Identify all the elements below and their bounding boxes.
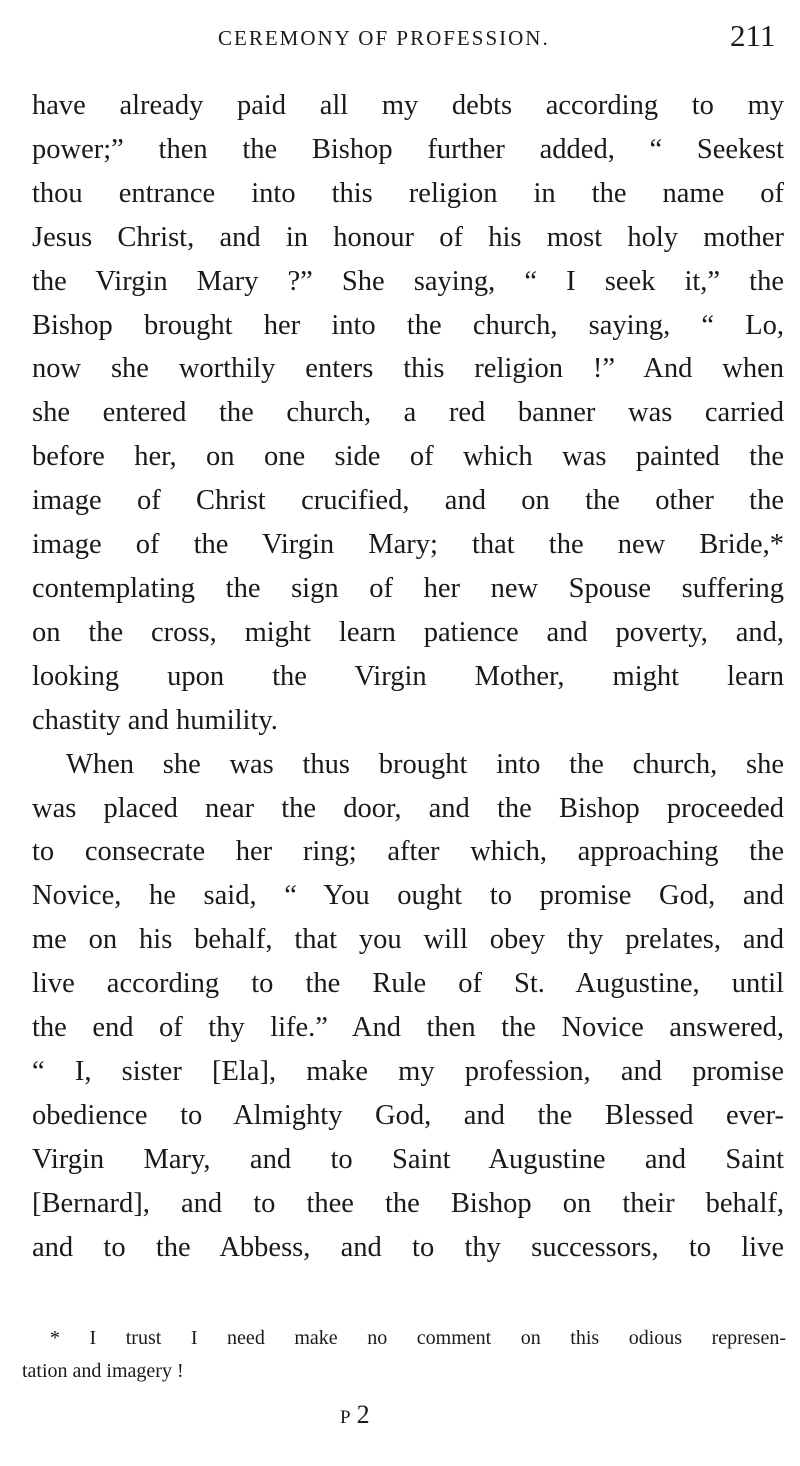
footnote-line: * I trust I need make no comment on this odious represen-	[50, 1327, 786, 1349]
text-line: image of Christ crucified, and on the other the	[32, 485, 784, 517]
text-line: power;” then the Bishop further added, “ Seekest	[32, 133, 784, 165]
text-line: now she worthily enters this religion !” And when	[32, 353, 784, 385]
footnote-line: tation and imagery !	[22, 1360, 184, 1382]
page-number: 211	[730, 18, 776, 53]
signature-number: 2	[356, 1400, 370, 1429]
text-line: looking upon the Virgin Mother, might learn	[32, 660, 784, 692]
paragraph-2	[32, 743, 784, 1270]
text-line: have already paid all my debts according to my	[32, 90, 784, 121]
text-line: “ I, sister [Ela], make my profession, and promise	[32, 1055, 784, 1087]
text-line: the end of thy life.” And then the Novice answered,	[32, 1012, 784, 1044]
text-line: chastity and humility.	[32, 704, 278, 736]
text-line: before her, on one side of which was painted the	[32, 441, 784, 473]
text-line: to consecrate her ring; after which, approaching the	[32, 836, 784, 868]
footnote	[22, 1322, 786, 1388]
text-line: me on his behalf, that you will obey thy prelates, and	[32, 924, 784, 956]
running-title: CEREMONY OF PROFESSION.	[218, 26, 550, 50]
text-line: was placed near the door, and the Bishop proceeded	[32, 792, 784, 824]
text-line: the Virgin Mary ?” She saying, “ I seek it,” the	[32, 265, 784, 297]
text-line: she entered the church, a red banner was carried	[32, 397, 784, 429]
page-header	[0, 18, 800, 58]
text-line: [Bernard], and to thee the Bishop on their behalf,	[32, 1187, 784, 1219]
signature-letter: P	[340, 1407, 351, 1428]
signature-mark	[340, 1400, 370, 1430]
text-line: contemplating the sign of her new Spouse suffering	[32, 572, 784, 604]
text-line: Jesus Christ, and in honour of his most holy mother	[32, 221, 784, 253]
text-line: When she was thus brought into the church, she	[66, 748, 784, 780]
text-line: obedience to Almighty God, and the Blessed ever-	[32, 1099, 784, 1131]
text-line: Bishop brought her into the church, saying, “ Lo,	[32, 309, 784, 341]
body-text	[32, 84, 784, 1269]
text-line: Virgin Mary, and to Saint Augustine and Saint	[32, 1143, 784, 1175]
text-line: image of the Virgin Mary; that the new Bride,*	[32, 529, 784, 561]
text-line: Novice, he said, “ You ought to promise God, and	[32, 880, 784, 912]
text-line: on the cross, might learn patience and poverty, and,	[32, 616, 784, 648]
paragraph-1	[32, 84, 784, 743]
text-line: and to the Abbess, and to thy successors, to live	[32, 1231, 784, 1263]
text-line: live according to the Rule of St. Augustine, until	[32, 968, 784, 1000]
text-line: thou entrance into this religion in the name of	[32, 177, 784, 209]
